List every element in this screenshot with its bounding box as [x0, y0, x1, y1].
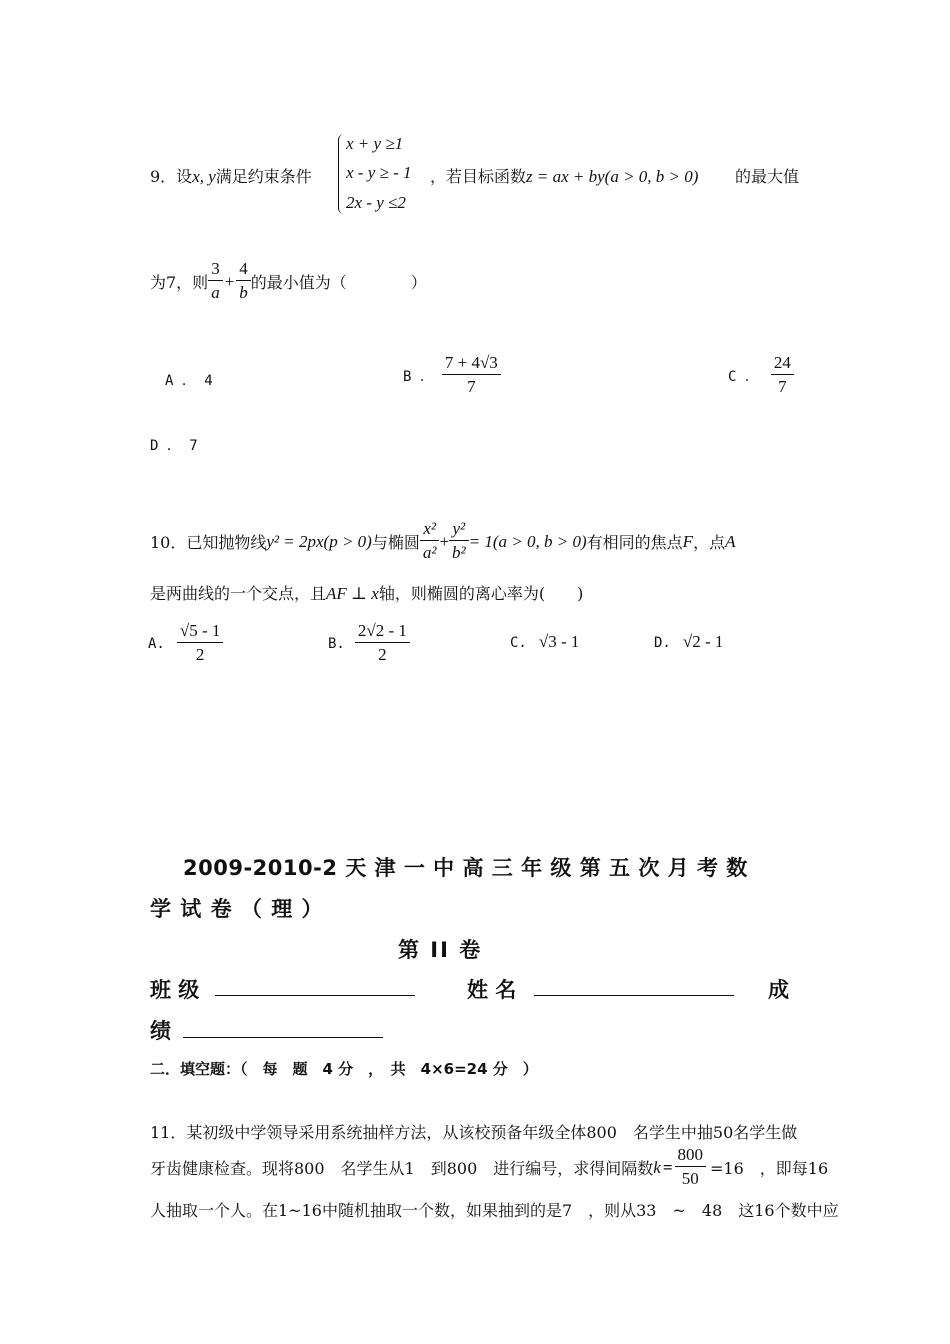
class-label: 班 级 — [150, 978, 200, 1002]
q9-mid-text: ，若目标函数 — [430, 167, 527, 186]
q10-option-b-fraction: $\frac{2√2 - 1}{2}$ — [355, 620, 410, 667]
q9-constraint-3: 2x - y ≤2 — [346, 193, 406, 212]
q10-fraction-x: $\frac{\text{x²}}{\text{a²}}$ — [420, 518, 440, 565]
exam-title-line1: 2009-2010-2 天 津 一 中 高 三 年 级 第 五 次 月 考 数 — [183, 856, 748, 880]
class-field[interactable] — [215, 995, 415, 996]
q10-line2-suffix: 轴，则椭圆的离心率为( ) — [378, 584, 584, 603]
q9-option-b-label: B ． — [403, 368, 434, 385]
q9-system-brace — [338, 134, 345, 214]
score-label-part2: 绩 — [150, 1019, 171, 1043]
q10-parabola: y² = 2px(p > 0) — [266, 531, 372, 551]
q11-fraction: $\frac{800}{50}$ — [675, 1144, 707, 1191]
q10-option-d-value: √2 - 1 — [682, 632, 724, 651]
score-label-part1: 成 — [768, 978, 789, 1002]
q9-vars: x, y — [192, 167, 216, 186]
q11-line3: 人抽取一个人。在1~16中随机抽取一个数，如果抽到的是7 ，则从33 ~ 48 这16个数中应 — [150, 1201, 839, 1220]
q9-option-c-label: C ． — [728, 368, 759, 385]
q10-fraction-y: $\frac{\text{y²}}{\text{b²}}$ — [449, 518, 469, 565]
q9-option-b-fraction: $\frac{7 + 4√3}{7}$ — [442, 352, 501, 399]
q10-line2: 是两曲线的一个交点，且 — [150, 584, 327, 603]
q10-F: F — [682, 531, 694, 551]
q9-number: 9．设 — [150, 167, 193, 186]
q9-condition-text: 满足约束条件 — [215, 167, 312, 186]
q10-option-d-label: D. — [654, 635, 671, 651]
q10-A: A — [725, 531, 736, 551]
q10-focus-text: 有相同的焦点 — [586, 533, 683, 552]
q9-plus: + — [224, 271, 235, 291]
q10-point-text: ，点 — [693, 533, 726, 552]
q9-line2-prefix: 为7，则 — [150, 273, 209, 292]
q10-ellipse-eq: = 1(a > 0, b > 0) — [468, 531, 587, 551]
q9-constraint-1: x + y ≥1 — [346, 134, 404, 153]
q9-objective: z = ax + by(a > 0, b > 0) — [526, 167, 699, 186]
q9-option-a: A ． 4 — [165, 373, 213, 389]
q11-line2-prefix: 牙齿健康检查。现将800 名学生从1 到800 进行编号，求得间隔数 — [150, 1159, 654, 1178]
q10-option-a-label: A. — [148, 635, 165, 652]
q9-tail-text: 的最大值 — [735, 167, 800, 186]
q11-k: k — [653, 1157, 661, 1177]
part-heading: 第 II 卷 — [398, 938, 483, 962]
q9-fraction-4-over-b: $\frac{4}{b}$ — [236, 258, 251, 305]
q10-option-a-fraction: $\frac{√5 - 1}{2}$ — [177, 620, 224, 667]
q11-line2-suffix: =16 ，即每16 — [710, 1159, 829, 1178]
q10-prefix: 10．已知抛物线 — [150, 533, 267, 552]
q9-option-d: D ． 7 — [150, 438, 198, 454]
q10-perp: AF ⊥ x — [326, 584, 379, 603]
q10-option-b-label: B. — [328, 635, 345, 652]
q9-line2-suffix: 的最小值为（ ） — [250, 273, 427, 292]
name-field[interactable] — [534, 995, 734, 996]
q9-fraction-3-over-a: $\frac{3}{a}$ — [208, 258, 223, 305]
q10-option-c-label: C. — [510, 635, 527, 651]
q10-option-c-value: √3 - 1 — [538, 632, 580, 651]
q9-constraint-2: x - y ≥ - 1 — [346, 163, 412, 182]
q11-line1: 11．某初级中学领导采用系统抽样方法，从该校预备年级全体800 名学生中抽50名学生做 — [150, 1123, 798, 1142]
section-fill-in-heading: 二．填空题：（ 每 题 4 分 ， 共 4×6=24 分 ） — [150, 1060, 538, 1078]
q11-equals: = — [662, 1157, 673, 1177]
score-field[interactable] — [183, 1037, 383, 1038]
exam-title-line2: 学 试 卷 （ 理 ） — [150, 897, 324, 921]
q9-option-c-fraction: $\frac{24}{7}$ — [771, 352, 794, 399]
q10-plus: + — [439, 531, 450, 551]
q10-ellipse-text: 与椭圆 — [371, 533, 420, 552]
name-label: 姓 名 — [467, 978, 517, 1002]
